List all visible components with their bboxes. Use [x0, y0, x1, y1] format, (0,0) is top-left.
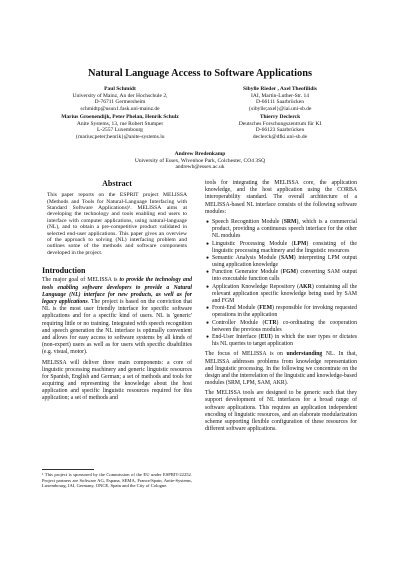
module-list-item — [205, 334, 357, 348]
bullet-icon: ● — [206, 255, 210, 261]
module-abbr: FEM — [259, 305, 273, 312]
author-address: D-66123 Saarbrücken — [255, 127, 305, 134]
module-list-item — [205, 305, 357, 319]
bullet-icon: ● — [206, 219, 210, 225]
module-list-item — [205, 255, 357, 269]
author-name: Paul Schmidt — [104, 86, 136, 92]
module-list — [205, 219, 357, 348]
author-address: L-2557 Luxembourg — [97, 127, 143, 134]
module-text: ) co-ordinating the cooperation between the previous modules — [212, 319, 358, 333]
module-text: Speech Recognition Module ( — [212, 218, 284, 225]
right-column — [205, 180, 357, 436]
module-abbr: CTR — [264, 319, 277, 326]
module-text: ) converting SAM output into executable function calls — [212, 269, 357, 283]
module-list-item — [205, 269, 357, 283]
module-abbr: LPM — [293, 240, 307, 247]
intro-paragraph: MELISSA will deliver three main components: a core of linguistic processing machinery and generic linguistic resources for Spanish, English and German; a set of methods and tools for acquiring and representing the knowledge about the host application and specific linguistic resources required for this application; a set of methods and — [42, 359, 192, 402]
module-text: End-User Interface ( — [212, 333, 261, 340]
intro-text: . The project is based on the conviction that NL is the most user friendly interface for specific software applications and for a specific kind of users. NL is 'generic' requiring little or no training. Integrated with speech recognition and speech generation the NL interface is optimally convenient and allows for easy access to software systems by all kinds of (non-expert) users as well as for users with specific disabilities (e.g. visual, motor). — [42, 299, 192, 356]
module-text: ) consisting of the linguistic processing machinery and the linguistic resources — [212, 240, 357, 254]
module-abbr: SRM — [283, 218, 297, 225]
author-email: {marius;peter;henrik}@anite-systems.lu — [75, 133, 165, 140]
intro-emphasis: to provide the technology and tools enabling software developers to provide a Natural Language (NL) interface for new products, as well as for legacy applications — [42, 277, 192, 305]
module-list-item — [205, 241, 357, 255]
bullet-icon: ● — [206, 241, 210, 247]
module-text: ) responsible for invoking requested operations in the application — [212, 305, 357, 319]
module-list-item — [205, 284, 357, 306]
footnote: ¹ This project is sponsored by the Commission of the EU under ESPRIT-22252. Project partners are Software AG, Espana, SEMA, France/Spain, Anite-Systems, Luxembourg, IAI, Germany, ONCE, Spain and the City of Cologne. — [42, 472, 192, 489]
module-text: ), which is a commercial product, providing a continuous speech interface for the other NL modules — [212, 218, 357, 240]
module-text: ) containing all the relevant application specific knowledge being used by SAM and FGM — [212, 283, 357, 304]
module-list-item — [205, 219, 357, 241]
author-affiliation: Anite Systems, 13, rue Robert Stumper — [76, 120, 164, 127]
introduction-heading: Introduction — [42, 266, 86, 276]
module-text: Application Knowledge Repository ( — [212, 283, 300, 290]
author-email: {sibylle;axel}@iai.uni-sb.de — [248, 105, 312, 112]
bullet-icon: ● — [206, 306, 210, 312]
author-block — [202, 86, 358, 112]
author-name: Marius Groenendijk, Peter Phelan, Henrik Schulz — [61, 113, 179, 120]
author-address: D-66111 Saarbrücken — [255, 99, 304, 106]
bullet-icon: ● — [206, 284, 210, 290]
body-paragraph: tools for integrating the MELISSA core, the application knowledge, and the host application using the CORBA interoperability standard. The overall architecture of a MELISSA-based NL interface consists of the following software modules: — [205, 180, 357, 215]
body-text: NL. In that, MELISSA addresses problems from knowledge representation and linguistic processing. In the following we concentrate on the design and the interrelation of the linguistic and knowledge-based modules (SRM, LPM, SAM, AKR). — [205, 351, 357, 387]
bullet-icon: ● — [206, 334, 210, 340]
module-text: ) interpreting LPM output using application knowledge — [212, 254, 357, 269]
module-abbr: SAM — [280, 254, 294, 261]
module-abbr: EUI — [260, 333, 271, 340]
author-block — [202, 114, 358, 140]
author-name: Sibylle Rieder , Axel Theofilidis — [243, 86, 317, 92]
author-email: declerck@dfki.uni-sb.de — [252, 133, 308, 140]
authors-right — [202, 86, 358, 142]
body-bold: understanding — [286, 351, 323, 358]
author-affiliation: Deutsches Forschungszentrum für KI — [238, 120, 322, 127]
author-affiliation: IAI, Martin-Luther-Str. 14 — [251, 92, 309, 99]
body-paragraph: The MELISSA tools are designed to be generic such that they support development of NL interfaces for a broad range of software applications. This requires an application independent encoding of linguistic resources, and an elaborate modularization scheme supporting flexible configuration of these resources for different software applications. — [205, 390, 357, 433]
author-block — [42, 114, 198, 140]
module-abbr: AKR — [299, 283, 312, 290]
module-text: Linguistic Processing Module ( — [212, 240, 294, 247]
left-column — [42, 180, 192, 406]
module-text: Semantic Analysis Module ( — [212, 254, 281, 261]
body-text: The focus of MELISSA is on — [205, 351, 287, 358]
author-center — [100, 151, 300, 171]
module-text: Controller Module ( — [212, 319, 265, 326]
abstract-heading: Abstract — [102, 179, 132, 188]
abstract-body: This paper reports on the ESPRIT project MELISSA (Methods and Tools for Natural-Language Interfacing with Standard Software Applications)¹. MELISSA aims at developing the technology and tools enabling end users to interface with computer applications, using natural-language (NL), and to obtain a pre-competitive product validated in selected end-user applications. This paper gives an overview of the approach to solving (NL) interfacing problem and outlines some of the methods and software components developed in the project. — [47, 192, 187, 256]
bullet-icon: ● — [206, 320, 210, 326]
intro-text: The major goal of MELISSA is — [42, 277, 120, 284]
bullet-icon: ● — [206, 270, 210, 276]
author-affiliation: University of Mainz, An der Hochschule 2, — [72, 92, 168, 99]
author-email: schmidtp@usun1.fask.uni-mainz.de — [80, 105, 160, 112]
author-block — [42, 86, 198, 112]
module-text: Function Generator Module ( — [212, 269, 283, 276]
paper-title: Natural Language Access to Software Applications — [87, 68, 313, 79]
author-affiliation: University of Essex, Wivenhoe Park, Colchester, CO4 3SQ — [134, 157, 266, 164]
author-name: Andrew Bredenkamp — [174, 151, 226, 157]
author-name: Thierry Declerck — [259, 113, 301, 120]
module-text: Front-End Module ( — [212, 305, 260, 312]
authors-left — [42, 86, 198, 142]
module-text: ) in which the user types or dictates his NL queries to target application — [212, 333, 357, 348]
author-address: D-76711 Germersheim — [94, 99, 146, 106]
footnote-rule — [42, 469, 94, 470]
module-abbr: FGM — [282, 269, 296, 276]
module-list-item — [205, 320, 357, 334]
author-email: andrewb@essex.ac.uk — [175, 164, 225, 171]
body-paragraph — [205, 351, 357, 387]
intro-paragraph — [42, 277, 192, 356]
